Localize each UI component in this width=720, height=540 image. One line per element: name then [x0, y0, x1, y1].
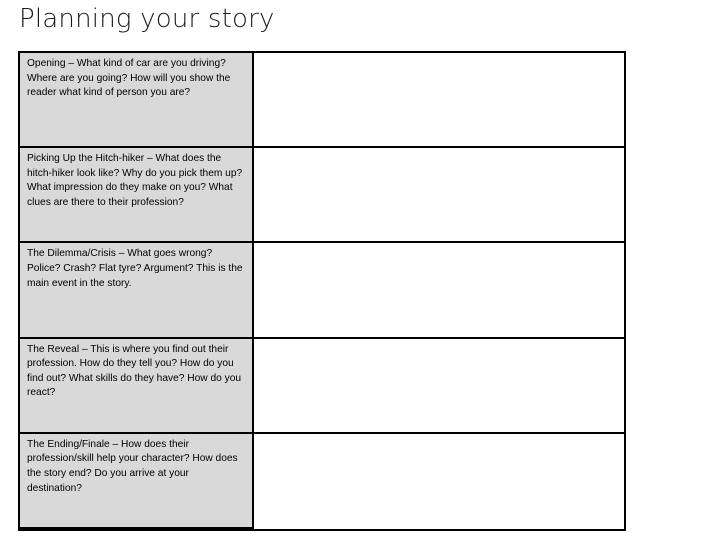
- prompt-cell-reveal: [20, 339, 254, 434]
- answer-cell-hitch-hiker[interactable]: [254, 148, 624, 243]
- prompt-text: – What kind of car are you driving? Where are you going? How will you show the reader what kind of person you are?: [27, 58, 231, 99]
- prompt-cell-ending: [20, 434, 254, 529]
- prompt-heading: The Ending/Finale: [27, 438, 110, 450]
- answer-cell-ending[interactable]: [254, 434, 624, 529]
- answer-cell-opening[interactable]: [254, 53, 624, 148]
- answer-cell-reveal[interactable]: [254, 339, 624, 434]
- story-planning-table: [18, 51, 626, 531]
- prompt-text: – What does the hitch-hiker look like? Why do you pick them up? What impression do they make on you? What clues are there to their profession?: [27, 153, 243, 208]
- prompt-text: – What goes wrong? Police? Crash? Flat tyre? Argument? This is the main event in the story.: [27, 248, 243, 289]
- prompt-heading: The Dilemma/Crisis: [27, 248, 116, 260]
- prompt-cell-dilemma: [20, 243, 254, 338]
- prompt-cell-hitch-hiker: [20, 148, 254, 243]
- answer-cell-dilemma[interactable]: [254, 243, 624, 338]
- prompt-heading: Picking Up the Hitch-hiker: [27, 153, 145, 165]
- prompt-text: – This is where you find out their profession. How do they tell you? How do you find out? What skills do they have? How do you react?: [27, 343, 242, 399]
- prompt-heading: Opening: [27, 58, 66, 69]
- prompt-heading: The Reveal: [27, 343, 80, 355]
- page-title: Planning your story: [19, 4, 275, 34]
- prompt-text: – How does their profession/skill help your character? How does the story end? Do you arrive at your destination?: [27, 438, 238, 494]
- prompt-cell-opening: [20, 53, 254, 148]
